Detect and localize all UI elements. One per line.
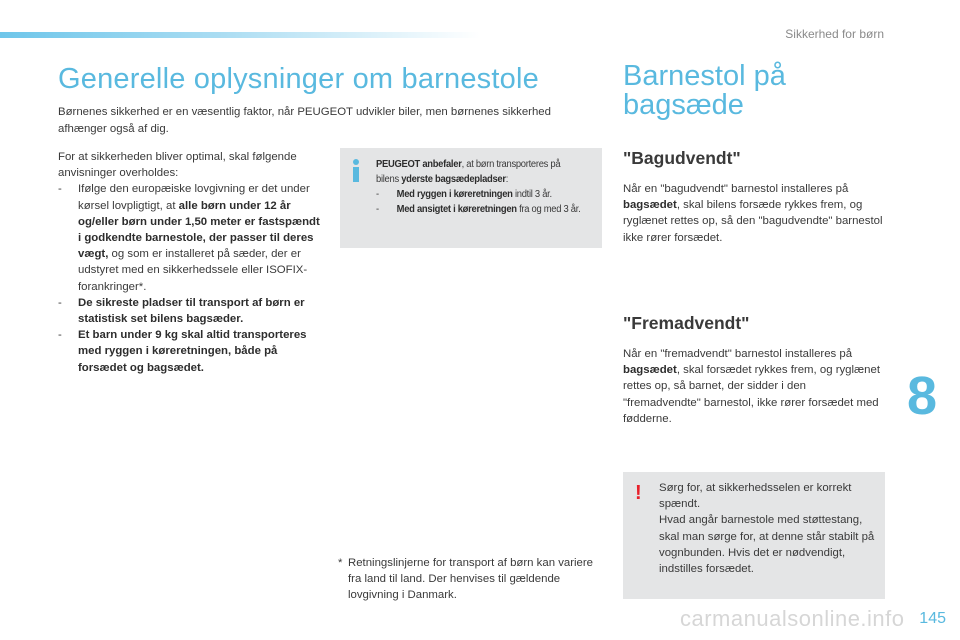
- footnote-text: Retningslinjerne for transport af børn kan variere fra land til land. Der henvises til gældende lovgivning i Danmark.: [348, 557, 594, 602]
- info-emphasis: Med ryggen i køreretningen: [396, 189, 513, 200]
- warning-line: Sørg for, at sikkerhedsselen er korrekt spændt.: [659, 482, 852, 511]
- bullet-dash: -: [58, 296, 62, 309]
- rear-facing-heading: "Bagudvendt": [623, 148, 741, 168]
- chapter-number: 8: [906, 366, 938, 426]
- guideline-emphasis: De sikreste pladser til transport af børn er statistisk set bilens bagsæder.: [78, 296, 305, 326]
- info-item: [376, 202, 583, 217]
- paragraph-emphasis: bagsædet: [623, 199, 677, 212]
- footnote-marker: *: [338, 557, 343, 569]
- paragraph-text: , skal forsædet rykkes frem, og ryglænet rettes op, så barnet, der sidder i den "fremadvendte" barnestol, ikke rører forsædet med fødderne.: [623, 364, 881, 425]
- info-text-run: :: [505, 174, 509, 185]
- page-title: Generelle oplysninger om barnestole: [58, 63, 539, 95]
- watermark: carmanualsonline.info: [680, 606, 905, 631]
- info-text-run: fra og med 3 år.: [516, 204, 581, 215]
- guideline-item: [58, 181, 320, 294]
- right-column-header: [623, 62, 885, 120]
- warning-box: [623, 472, 885, 599]
- guideline-text: Ifølge den europæiske lovgivning er det under kørsel lovpligtigt, at: [78, 183, 310, 212]
- paragraph-text: , skal bilens forsæde rykkes frem, og ryglænet rettes op, så den "bagudvendte" barnestol ikke rører forsædet.: [623, 199, 883, 244]
- info-emphasis: yderste bagsædepladser: [401, 174, 506, 185]
- guideline-item: [58, 327, 320, 376]
- bullet-dash: -: [58, 183, 62, 196]
- left-column-header: [58, 62, 598, 138]
- page-number: 145: [919, 610, 946, 627]
- guideline-emphasis: alle børn under 12 år og/eller børn under 1,50 meter er fastspændt i godkendte barnestole, der passer til deres vægt,: [78, 199, 320, 261]
- info-icon: [348, 158, 364, 184]
- warning-exclamation-icon: !: [635, 482, 642, 504]
- intro-paragraph: Børnenes sikkerhed er en væsentlig faktor, når PEUGEOT udvikler biler, men børnenes sikkerhed afhænger også af dig.: [58, 106, 551, 135]
- guidelines-list: [58, 149, 320, 376]
- paragraph-text: Når en "fremadvendt" barnestol installeres på: [623, 348, 853, 360]
- info-emphasis: PEUGEOT anbefaler: [376, 159, 462, 170]
- bullet-dash: -: [376, 189, 379, 200]
- info-text: [376, 157, 583, 217]
- paragraph-emphasis: bagsædet: [623, 364, 677, 377]
- section-title: [623, 62, 885, 120]
- paragraph-text: Når en "bagudvendt" barnestol installeres på: [623, 183, 849, 195]
- info-box: [340, 148, 602, 248]
- rear-facing-paragraph: [623, 181, 885, 246]
- guidelines-lead: For at sikkerheden bliver optimal, skal følgende anvisninger overholdes:: [58, 151, 297, 180]
- header-accent-bar: [0, 32, 480, 38]
- warning-line: Hvad angår barnestole med støttestang, skal man sørge for, at denne står stabilt på vognbunden. Hvis det er nødvendigt, indstilles forsædet.: [659, 514, 875, 576]
- info-emphasis: Med ansigtet i køreretningen: [396, 204, 517, 215]
- info-item: [376, 187, 583, 202]
- bullet-dash: -: [376, 204, 379, 215]
- warning-text: [659, 480, 881, 577]
- forward-facing-heading: "Fremadvendt": [623, 313, 750, 333]
- section-title-line: bagsæde: [623, 89, 744, 121]
- info-lead: [376, 157, 583, 187]
- bullet-dash: -: [58, 329, 62, 342]
- section-label: Sikkerhed for børn: [785, 27, 884, 41]
- guideline-item: [58, 295, 320, 327]
- footnote: [338, 555, 598, 604]
- section-title-line: Barnestol på: [623, 60, 786, 92]
- guideline-emphasis: Et barn under 9 kg skal altid transporteres med ryggen i køreretningen, både på forsædet og bagsædet.: [78, 329, 307, 374]
- guideline-text: og som er installeret på sæder, der er udstyret med en sikkerhedssele eller ISOFIX-forankringer*.: [78, 248, 308, 293]
- forward-facing-paragraph: [623, 346, 885, 427]
- info-text-run: indtil 3 år.: [512, 189, 552, 200]
- info-text-run: , at børn transporteres på bilens: [376, 159, 561, 185]
